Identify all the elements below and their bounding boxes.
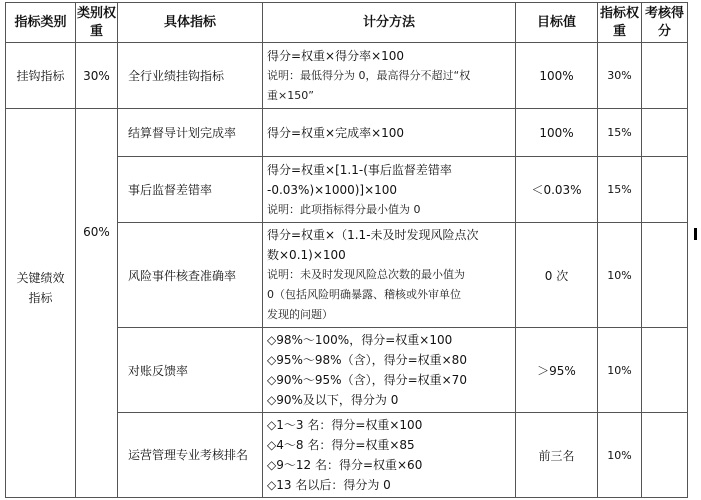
score-cell bbox=[642, 157, 688, 223]
method-note: 说明：未及时发现风险总次数的最小值为 bbox=[267, 268, 465, 281]
indicator-label: 运营管理专业考核排名 bbox=[128, 448, 249, 462]
header-row bbox=[6, 3, 688, 43]
score-cell bbox=[642, 223, 688, 328]
table-row bbox=[6, 43, 688, 109]
score-cell bbox=[642, 43, 688, 109]
method-note: 说明：此项指标得分最小值为 0 bbox=[267, 202, 421, 216]
score-cell bbox=[642, 109, 688, 157]
method-line: 得分=权重×（1.1-未及时发现风险点次 bbox=[267, 228, 479, 242]
method-note: 重×150” bbox=[267, 88, 314, 102]
indicator-cell bbox=[118, 413, 263, 498]
method-note: 说明：最低得分为 0，最高得分不超过“权 bbox=[267, 68, 471, 82]
method-line: ◇4～8 名：得分=权重×85 bbox=[267, 438, 415, 452]
method-line: ◇13 名以后：得分为 0 bbox=[267, 478, 391, 492]
method-cell bbox=[263, 328, 516, 413]
header-category: 指标类别 bbox=[6, 3, 76, 43]
kpi-category-cell bbox=[6, 109, 76, 498]
indicator-cell: 事后监督差错率 bbox=[118, 157, 263, 223]
method-line: ◇1～3 名：得分=权重×100 bbox=[267, 418, 423, 432]
method-cell bbox=[263, 157, 516, 223]
table-row bbox=[6, 109, 688, 157]
kpi-weight-label: 60% bbox=[83, 225, 110, 239]
kpi-weight-cell bbox=[76, 109, 118, 498]
category-cell: 挂钩指标 bbox=[6, 43, 76, 109]
kpi-category-label: 关键绩效指标 bbox=[16, 271, 65, 305]
header-target: 目标值 bbox=[516, 3, 598, 43]
method-cell bbox=[263, 223, 516, 328]
target-cell: 0 次 bbox=[516, 223, 598, 328]
target-cell: 100% bbox=[516, 109, 598, 157]
indicator-cell: 风险事件核查准确率 bbox=[118, 223, 263, 328]
target-cell: ＜0.03% bbox=[516, 157, 598, 223]
header-score: 考核得分 bbox=[642, 3, 688, 43]
indicator-cell: 对账反馈率 bbox=[118, 328, 263, 413]
indicator-weight-cell: 10% bbox=[598, 413, 642, 498]
indicator-cell: 全行业绩挂钩指标 bbox=[118, 43, 263, 109]
method-cell bbox=[263, 109, 516, 157]
score-cell bbox=[642, 328, 688, 413]
method-line: 得分=权重×完成率×100 bbox=[267, 125, 405, 140]
header-indicator-weight: 指标权重 bbox=[598, 3, 642, 43]
method-note: 0（包括风险明确暴露、稽核或外审单位 bbox=[267, 288, 461, 301]
method-line: ◇90%及以下，得分为 0 bbox=[267, 393, 399, 407]
indicator-weight-cell: 10% bbox=[598, 223, 642, 328]
method-line: 得分=权重×[1.1-(事后监督差错率 bbox=[267, 162, 452, 177]
assessment-table bbox=[5, 2, 688, 498]
score-cell bbox=[642, 413, 688, 498]
target-cell: 100% bbox=[516, 43, 598, 109]
indicator-weight-cell: 15% bbox=[598, 109, 642, 157]
method-line: ◇95%～98%（含），得分=权重×80 bbox=[267, 353, 467, 367]
indicator-cell: 结算督导计划完成率 bbox=[118, 109, 263, 157]
indicator-weight-cell: 30% bbox=[598, 43, 642, 109]
method-cell bbox=[263, 43, 516, 109]
method-line: ◇98%～100%，得分=权重×100 bbox=[267, 333, 453, 347]
indicator-weight-cell: 15% bbox=[598, 157, 642, 223]
method-line: ◇9～12 名：得分=权重×60 bbox=[267, 458, 423, 472]
method-line: 数×0.1)×100 bbox=[267, 248, 346, 262]
method-note: 发现的问题） bbox=[267, 308, 333, 321]
category-weight-cell: 30% bbox=[76, 43, 118, 109]
method-line: 得分=权重×得分率×100 bbox=[267, 48, 405, 63]
header-method: 计分方法 bbox=[263, 3, 516, 43]
method-cell bbox=[263, 413, 516, 498]
target-cell: ＞95% bbox=[516, 328, 598, 413]
method-line: ◇90%～95%（含），得分=权重×70 bbox=[267, 373, 467, 387]
text-cursor-mark bbox=[694, 228, 697, 240]
method-line: -0.03%)×1000)]×100 bbox=[267, 182, 398, 197]
header-weight: 类别权重 bbox=[76, 3, 118, 43]
header-indicator: 具体指标 bbox=[118, 3, 263, 43]
target-cell: 前三名 bbox=[516, 413, 598, 498]
indicator-weight-cell: 10% bbox=[598, 328, 642, 413]
